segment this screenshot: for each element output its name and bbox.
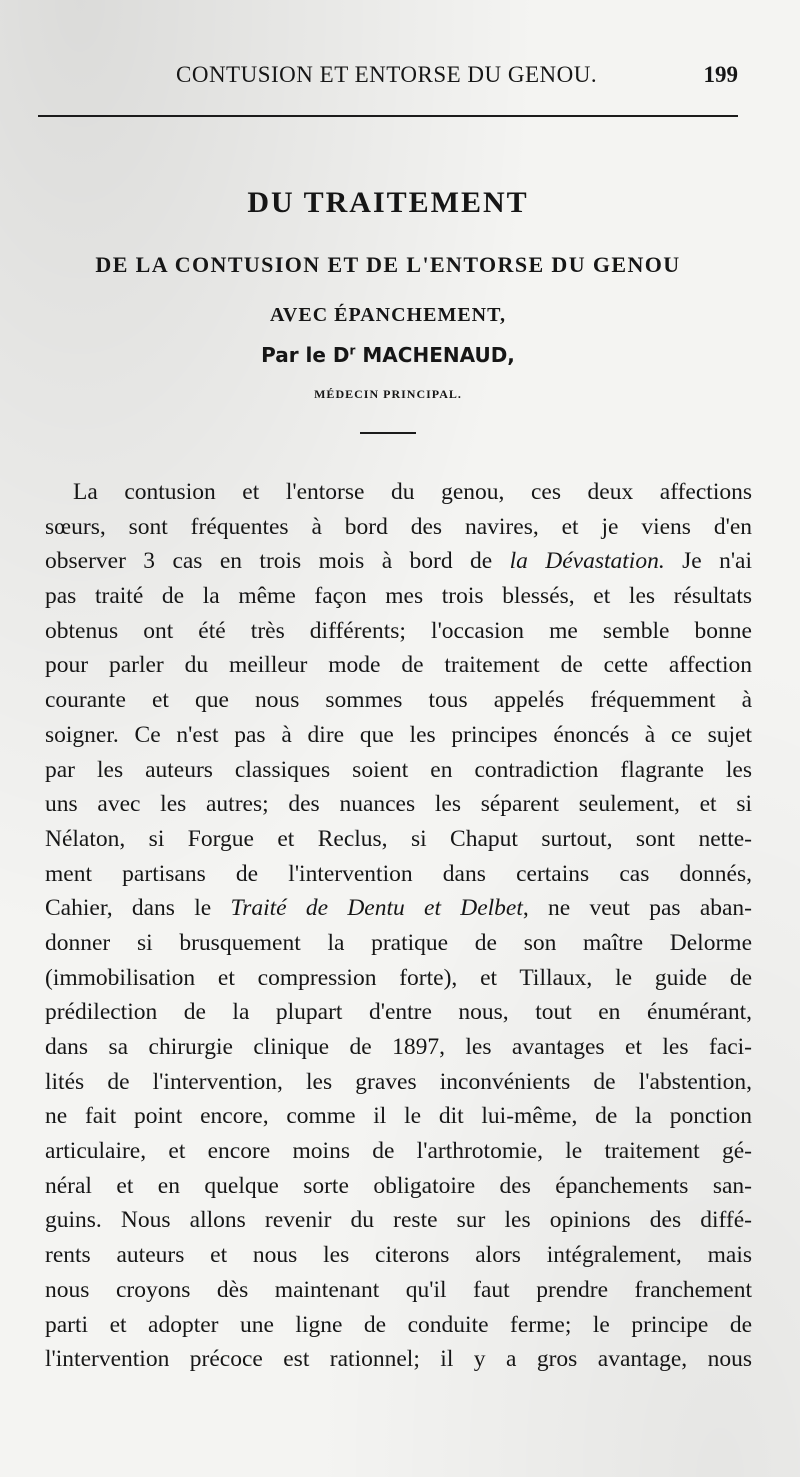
text-segment: par les auteurs classiques soient en contradiction flagrante les	[45, 756, 752, 783]
text-segment: soigner. Ce n'est pas à dire que les principes énoncés à ce sujet	[45, 721, 752, 748]
text-segment: donner si brusquement la pratique de son maître Delorme	[45, 929, 752, 956]
body-line	[45, 1030, 752, 1065]
body-line	[45, 1203, 752, 1238]
text-segment: rents auteurs et nous les citerons alors intégralement, mais	[45, 1242, 752, 1269]
text-segment: pas traité de la même façon mes trois blessés, et les résultats	[45, 583, 752, 610]
body-line	[45, 614, 752, 649]
body-line	[45, 753, 752, 788]
article-subtitle: DE LA CONTUSION ET DE L'ENTORSE DU GENOU	[95, 252, 681, 277]
body-line	[45, 926, 752, 961]
article-subtitle-2: AVEC ÉPANCHEMENT,	[270, 304, 506, 326]
body-line	[45, 718, 752, 753]
text-segment: articulaire, et encore moins de l'arthrotomie, le traitement gé-	[45, 1138, 752, 1165]
body-line	[45, 1342, 752, 1377]
body-line	[45, 475, 752, 510]
text-segment: dans sa chirurgie clinique de 1897, les avantages et les faci-	[45, 1034, 752, 1060]
text-segment: néral et en quelque sorte obligatoire des épanchements san-	[45, 1172, 752, 1199]
body-line	[45, 1099, 752, 1134]
running-title: CONTUSION ET ENTORSE DU GENOU.	[176, 62, 598, 87]
text-segment: l'intervention précoce est rationnel; il y a gros avantage, nous	[45, 1346, 752, 1373]
body-line	[45, 1169, 752, 1204]
byline-sup: r	[349, 343, 356, 358]
text-segment: Cahier, dans le	[45, 895, 231, 922]
author-byline	[0, 343, 776, 367]
text-segment: parti et adopter une ligne de conduite ferme; le principe de	[45, 1311, 752, 1338]
text-segment: ne fait point encore, comme il le dit lui-même, de la ponction	[45, 1103, 752, 1130]
body-line	[45, 510, 752, 545]
article-title: DU TRAITEMENT	[247, 186, 529, 219]
text-segment: Nélaton, si Forgue et Reclus, si Chaput surtout, sont nette-	[45, 825, 752, 852]
text-segment: sœurs, sont fréquentes à bord des navires, et je viens d'en	[45, 513, 752, 540]
text-segment: nous croyons dès maintenant qu'il faut prendre franchement	[45, 1276, 752, 1303]
body-line	[45, 995, 752, 1030]
text-segment: lités de l'intervention, les graves inconvénients de l'abstention,	[45, 1068, 752, 1095]
byline-prefix: Par le D	[261, 343, 350, 367]
italic-segment: la Dévastation.	[509, 548, 665, 575]
body-line	[45, 683, 752, 718]
body-line	[45, 1134, 752, 1169]
author-name: MACHENAUD,	[362, 343, 515, 367]
italic-segment: Traité de Dentu et Delbet	[230, 895, 523, 922]
text-segment: pour parler du meilleur mode de traitement de cette affection	[45, 652, 752, 679]
text-segment: , ne veut pas aban-	[522, 895, 753, 922]
text-segment: guins. Nous allons revenir du reste sur les opinions des diffé-	[45, 1207, 752, 1234]
author-role: MÉDECIN PRINCIPAL.	[314, 387, 462, 401]
body-line	[45, 1273, 752, 1308]
body-line	[45, 1065, 752, 1100]
text-segment: uns avec les autres; des nuances les séparent seulement, et si	[45, 791, 752, 818]
body-line	[45, 579, 752, 614]
body-line	[45, 1238, 752, 1273]
header-rule	[38, 115, 738, 117]
body-line	[45, 857, 752, 892]
body-line	[45, 544, 752, 579]
text-segment: observer 3 cas en trois mois à bord de	[45, 548, 510, 575]
title-separator-rule	[360, 432, 416, 434]
text-segment: ment partisans de l'intervention dans certains cas donnés,	[45, 860, 752, 887]
text-segment: La contusion et l'entorse du genou, ces deux affections	[73, 479, 752, 505]
body-line	[45, 787, 752, 822]
text-segment: courante et que nous sommes tous appelés fréquemment à	[45, 687, 752, 714]
page-number: 199	[703, 62, 738, 87]
text-segment: (immobilisation et compression forte), et Tillaux, le guide de	[45, 964, 752, 991]
text-segment: prédilection de la plupart d'entre nous, tout en énumérant,	[45, 999, 752, 1026]
body-line	[45, 891, 752, 926]
body-line	[45, 648, 752, 683]
body-line	[45, 1308, 752, 1343]
text-segment: Je n'ai	[664, 548, 753, 575]
body-line	[45, 961, 752, 996]
body-text	[45, 475, 752, 1377]
text-segment: obtenus ont été très différents; l'occasion me semble bonne	[45, 617, 752, 644]
body-line	[45, 822, 752, 857]
running-head	[46, 62, 738, 96]
